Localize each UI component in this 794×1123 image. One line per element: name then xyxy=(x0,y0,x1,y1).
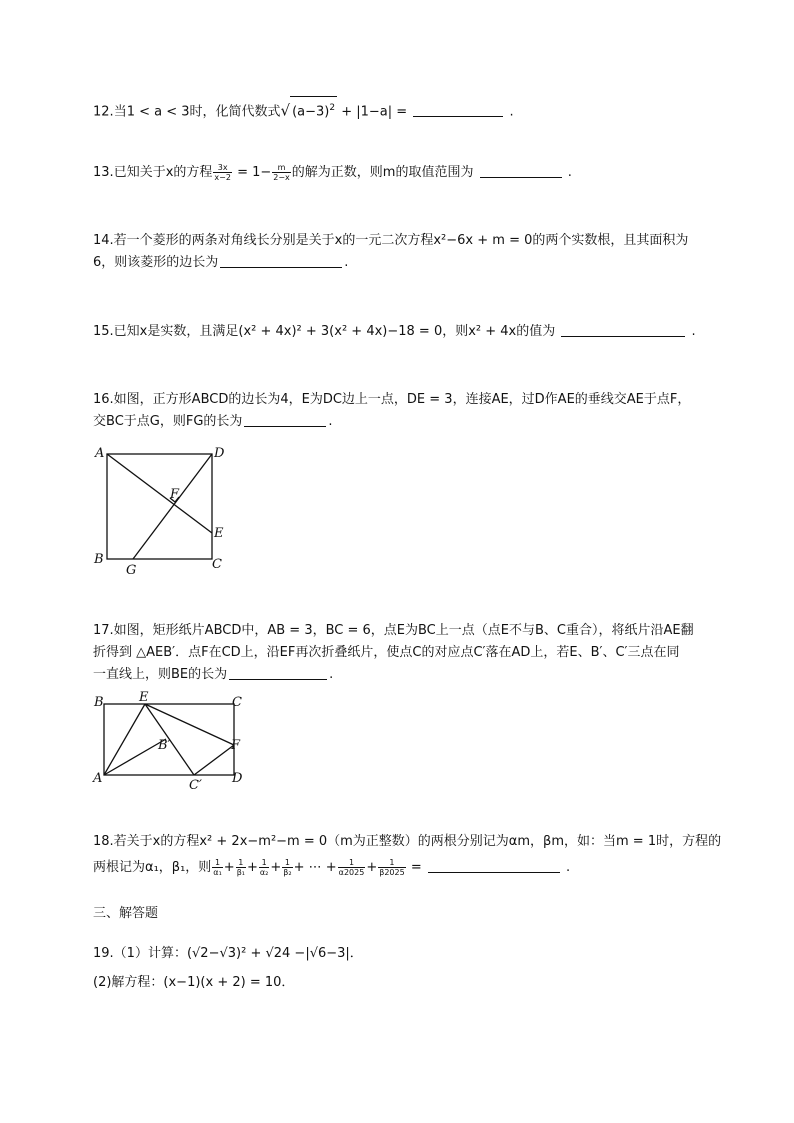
segment-ab-prime xyxy=(104,739,166,775)
radical-sign: √ xyxy=(280,101,291,120)
label-b: B xyxy=(94,552,104,567)
question-text: 15.已知x是实数，且满足 xyxy=(93,324,239,339)
equation: (x² + 4x)² + 3(x² + 4x)−18 = 0，则x² + 4x的值为 xyxy=(238,324,556,339)
question-text-2: + |1−a| = xyxy=(341,104,408,120)
figure-square-abcd xyxy=(90,443,240,578)
question-line-2: 交BC于点G，则FG的长为 . xyxy=(93,414,333,429)
answer-blank[interactable] xyxy=(413,102,503,117)
label-d: D xyxy=(214,446,225,461)
question-14 xyxy=(93,230,688,274)
section-heading: 三、解答题 xyxy=(93,906,159,921)
segment-c-prime-f xyxy=(194,745,234,775)
segment-dg xyxy=(133,454,212,559)
answer-blank[interactable] xyxy=(480,163,562,178)
answer-blank[interactable] xyxy=(229,665,327,680)
fraction-1: $\frac{3x}{x-2}$ xyxy=(214,163,231,182)
figure-rectangle-abcd xyxy=(88,688,258,796)
question-line-2: 6，则该菱形的边长为 . xyxy=(93,255,349,270)
radicand: $(a-3)^2$ xyxy=(290,96,337,123)
label-f: F xyxy=(231,738,241,753)
question-12 xyxy=(93,96,514,123)
segment-ae xyxy=(107,454,212,533)
label-e: E xyxy=(139,690,149,705)
label-a: A xyxy=(95,446,105,461)
answer-blank[interactable] xyxy=(561,322,685,337)
question-line-2: 折得到 △AEB′．点F在CD上，沿EF再次折叠纸片，使点C的对应点C′落在AD上，若E、B′、C′三点在同 xyxy=(93,645,680,660)
period: . xyxy=(567,165,572,180)
fraction-term: $\frac{1}{\text{α₁}}$ xyxy=(213,858,222,877)
answer-blank[interactable] xyxy=(220,253,342,268)
question-17 xyxy=(93,620,694,686)
segment-ae xyxy=(104,704,145,775)
question-line-2: 两根记为α₁，β₁，则 $\frac{1}{\text{α₁}}$ + $\frac{1}{\text{β₁}}$ + $\frac{1}{\text{α₂}}$ + $\frac{1}{\text{β₂}}$ + ⋯ + $\frac{1}{\alpha 2025}$ + $\frac{1}{\beta 2025}$ = . xyxy=(93,858,571,877)
period: . xyxy=(509,104,514,120)
label-c: C xyxy=(212,557,222,572)
label-d: D xyxy=(232,771,243,786)
answer-blank[interactable] xyxy=(244,412,326,427)
question-text: 当1 < a < 3时，化简代数式 xyxy=(113,104,281,120)
label-g: G xyxy=(126,563,137,578)
square-abcd xyxy=(107,454,212,559)
question-line-1: 16.如图，正方形ABCD的边长为4，E为DC边上一点，DE = 3，连接AE，过D作AE的垂线交AE于点F， xyxy=(93,392,691,407)
question-line-1: 17.如图，矩形纸片ABCD中，AB = 3，BC = 6，点E为BC上一点（点E不与B、C重合），将纸片沿AE翻 xyxy=(93,623,694,638)
fraction-term: $\frac{1}{\text{β₁}}$ xyxy=(236,858,245,877)
question-number: 13. xyxy=(93,165,114,180)
answer-blank[interactable] xyxy=(428,858,560,873)
equation-part: = 1− xyxy=(237,165,272,180)
question-line-1: 14.若一个菱形的两条对角线长分别是关于x的一元二次方程x²−6x + m = 0的两个实数根，且其面积为 xyxy=(93,233,689,248)
label-b-prime: B′ xyxy=(158,738,171,753)
fraction-2: $\frac{m}{2-x}$ xyxy=(273,163,290,182)
label-b: B xyxy=(94,695,104,710)
question-13 xyxy=(93,162,572,184)
question-19-part-2: (2)解方程：(x−1)(x + 2) = 10． xyxy=(93,975,295,990)
label-e: E xyxy=(214,526,224,541)
fraction-term: $\frac{1}{\alpha 2025}$ xyxy=(338,858,365,877)
question-line-1: 18.若关于x的方程x² + 2x−m²−m = 0（m为正整数）的两根分别记为αm，βm，如：当m = 1时，方程的 xyxy=(93,834,722,849)
fraction-term: $\frac{1}{\text{α₂}}$ xyxy=(259,858,269,877)
fraction-term: $\frac{1}{\text{β₂}}$ xyxy=(283,858,292,877)
label-c-prime: C′ xyxy=(189,778,202,793)
question-text: 已知关于x的方程 xyxy=(113,165,213,180)
label-f: F xyxy=(170,487,180,502)
question-15 xyxy=(93,321,696,343)
period: . xyxy=(691,324,696,339)
label-a: A xyxy=(93,771,103,786)
question-16 xyxy=(93,389,690,433)
question-line-3: 一直线上，则BE的长为 . xyxy=(93,667,334,682)
question-19-part-1: 19.（1）计算：(√2−√3)² + √24 −|√6−3|． xyxy=(93,946,363,961)
question-number: 12. xyxy=(93,104,114,120)
label-c: C xyxy=(232,695,242,710)
question-18 xyxy=(93,831,721,879)
question-text-2: 的解为正数，则m的取值范围为 xyxy=(291,165,474,180)
fraction-term: $\frac{1}{\beta 2025}$ xyxy=(379,858,405,877)
